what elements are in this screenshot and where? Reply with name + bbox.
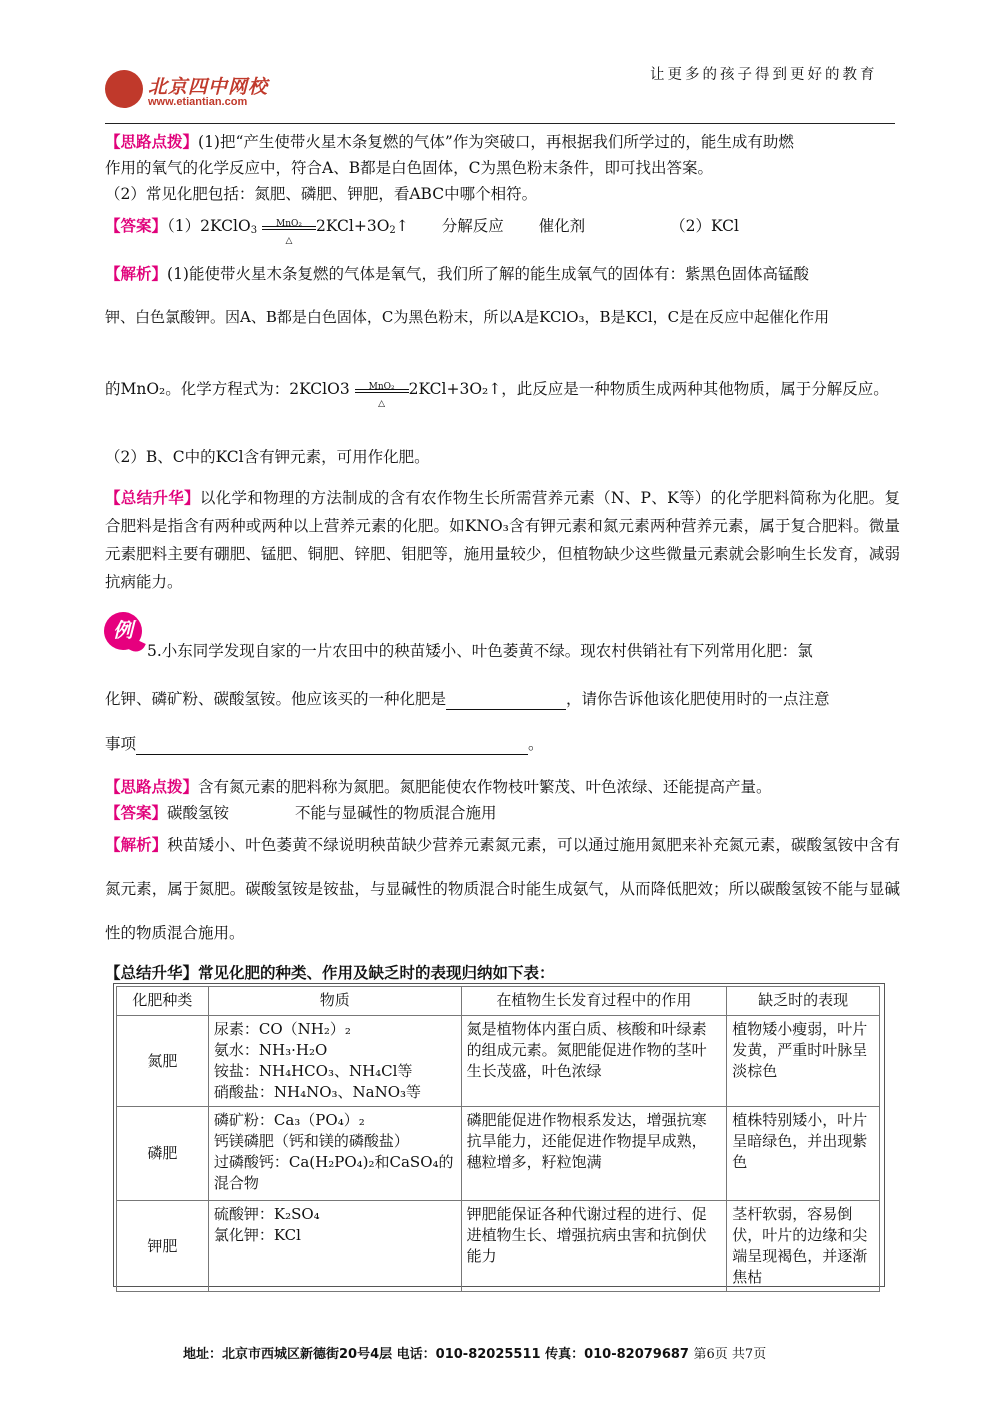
ex5-analysis-tag: 【解析】	[105, 835, 168, 854]
school-logo-icon	[105, 70, 143, 108]
ex4-analysis-l3: 的MnO₂。化学方程式为：2KClO3 $\frac{\text{MnO₂}}{\triangle}$ 2KCl+3O₂↑，此反应是一种物质生成两种其他物质，属于分解反应。	[105, 380, 889, 409]
ex4-hint-line1: 【思路点拨】(1)把“产生使带火星木条复燃的气体”作为突破口，再根据我们所学过的，能生成有助燃	[105, 132, 794, 151]
fertilizer-kind: 氮肥	[117, 1016, 209, 1107]
ex4-hint-tag: 【思路点拨】	[105, 132, 199, 151]
page-footer	[183, 1343, 766, 1362]
deficiency-cell: 植株特别矮小，叶片呈暗绿色，并出现紫色	[727, 1107, 880, 1201]
ex4-analysis-l2: 钾、白色氯酸钾。因A、B都是白色固体，C为黑色粉末，所以A是KClO₃，B是KCl，C是在反应中起催化作用	[105, 308, 830, 326]
table-header: 缺乏时的表现	[727, 987, 880, 1016]
ex5-summary-tag: 【总结升华】	[105, 963, 199, 982]
ex5-answer: 【答案】碳酸氢铵 不能与显碱性的物质混合施用	[105, 803, 497, 822]
header-slogan: 让更多的孩子得到更好的教育	[650, 67, 878, 83]
fertilizer-kind: 磷肥	[117, 1107, 209, 1201]
table-header: 物质	[208, 987, 461, 1016]
substances-cell: 尿素：CO（NH₂）₂ 氨水：NH₃·H₂O 铵盐：NH₄HCO₃、NH₄Cl等 硝酸盐：NH₄NO₃、NaNO₃等	[208, 1016, 461, 1107]
substances-cell: 磷矿粉：Ca₃（PO₄）₂ 钙镁磷肥（钙和镁的磷酸盐） 过磷酸钙：Ca(H₂PO₄)₂和CaSO₄的混合物	[208, 1107, 461, 1201]
answer-part2: （2）KCl	[670, 217, 739, 235]
ex5-analysis: 【解析】秧苗矮小、叶色萎黄不绿说明秧苗缺少营养元素氮元素，可以通过施用氮肥来补充氮元素，碳酸氢铵中含有氮元素，属于氮肥。碳酸氢铵是铵盐，与显碱性的物质混合时能生成氨气，从而降低肥效；所以碳酸氢铵不能与显碱性的物质混合施用。	[105, 835, 900, 942]
page-number: 第6页 共7页	[693, 1347, 767, 1362]
catalyst-condition-2: $\frac{\text{MnO₂}}{\triangle}$	[355, 379, 409, 401]
school-logo-url: www.etiantian.com	[148, 96, 248, 108]
ex4-hint-line2: 作用的氧气的化学反应中，符合A、B都是白色固体，C为黑色粉末条件，即可找出答案。	[105, 159, 713, 177]
deficiency-cell: 茎杆软弱，容易倒伏，叶片的边缘和尖端呈现褐色，并逐渐焦枯	[727, 1201, 880, 1292]
example-badge-icon: 例	[104, 612, 142, 650]
ex5-question-l1: 5.小东同学发现自家的一片农田中的秧苗矮小、叶色萎黄不绿。现农村供销社有下列常用化肥：氯	[147, 642, 813, 660]
ex4-answer-tag: 【答案】	[105, 216, 168, 235]
footer-address: 地址：北京市西城区新德街20号4层 电话：010-82025511 传真：010-82079687	[183, 1347, 689, 1362]
effect-cell: 氮是植物体内蛋白质、核酸和叶绿素的组成元素。氮肥能促进作物的茎叶生长茂盛，叶色浓绿	[461, 1016, 727, 1107]
ex5-hint-tag: 【思路点拨】	[105, 777, 199, 796]
ex4-analysis-l1: 【解析】(1)能使带火星木条复燃的气体是氧气，我们所了解的能生成氧气的固体有：紫黑色固体高锰酸	[105, 264, 809, 283]
table-header: 在植物生长发育过程中的作用	[461, 987, 727, 1016]
fertilizer-kind: 钾肥	[117, 1201, 209, 1292]
ex4-summary-tag: 【总结升华】	[105, 488, 200, 507]
header-divider	[105, 123, 895, 124]
effect-cell: 磷肥能促进作物根系发达，增强抗寒抗旱能力，还能促进作物提早成熟，穗粒增多，籽粒饱满	[461, 1107, 727, 1201]
ex5-question-l3: 事项 。	[105, 735, 544, 753]
catalyst-role: 催化剂	[538, 217, 586, 235]
effect-cell: 钾肥能保证各种代谢过程的进行、促进植物生长、增强抗病虫害和抗倒伏能力	[461, 1201, 727, 1292]
ex4-analysis-l4: （2）B、C中的KCl含有钾元素，可用作化肥。	[105, 448, 430, 466]
school-logo-name: 北京四中网校	[148, 76, 269, 98]
ex5-question-l2: 化钾、磷矿粉、碳酸氢铵。他应该买的一种化肥是 ，请你告诉他该化肥使用时的一点注意	[105, 690, 830, 708]
ex4-answer-line: 【答案】（1）2KClO$_3$ $\frac{\text{MnO₂}}{\triangle}$ $2KCl+3O_2↑$ 分解反应 催化剂 （2）KCl	[105, 216, 739, 246]
table-row	[117, 1016, 880, 1107]
ex4-analysis-tag: 【解析】	[105, 264, 168, 283]
answer-blank-2[interactable]	[136, 736, 528, 755]
ex4-hint-line3: （2）常见化肥包括：氮肥、磷肥、钾肥，看ABC中哪个相符。	[105, 185, 538, 203]
ex5-answer-tag: 【答案】	[105, 803, 168, 822]
answer-blank-1[interactable]	[446, 691, 566, 710]
substances-cell: 硫酸钾：K₂SO₄ 氯化钾：KCl	[208, 1201, 461, 1292]
table-header: 化肥种类	[117, 987, 209, 1016]
catalyst-condition: $\frac{\text{MnO₂}}{\triangle}$	[262, 216, 316, 238]
reaction-type: 分解反应	[441, 217, 504, 235]
table-row	[117, 1107, 880, 1201]
ex4-summary: 【总结升华】以化学和物理的方法制成的含有农作物生长所需营养元素（N、P、K等）的化学肥料简称为化肥。复合肥料是指含有两种或两种以上营养元素的化肥。如KNO₃含有钾元素和氮元素两种营养元素，属于复合肥料。微量元素肥料主要有硼肥、锰肥、铜肥、锌肥、钼肥等，施用量较少，但植物缺少这些微量元素就会影响生长发育，减弱抗病能力。	[105, 488, 900, 591]
deficiency-cell: 植物矮小瘦弱，叶片发黄，严重时叶脉呈淡棕色	[727, 1016, 880, 1107]
table-header-row	[117, 987, 880, 1016]
ex5-summary: 【总结升华】常见化肥的种类、作用及缺乏时的表现归纳如下表：	[105, 963, 555, 982]
table-row	[117, 1201, 880, 1292]
fertilizer-table	[116, 986, 880, 1292]
ex5-hint: 【思路点拨】含有氮元素的肥料称为氮肥。氮肥能使农作物枝叶繁茂、叶色浓绿、还能提高产量。	[105, 777, 772, 796]
